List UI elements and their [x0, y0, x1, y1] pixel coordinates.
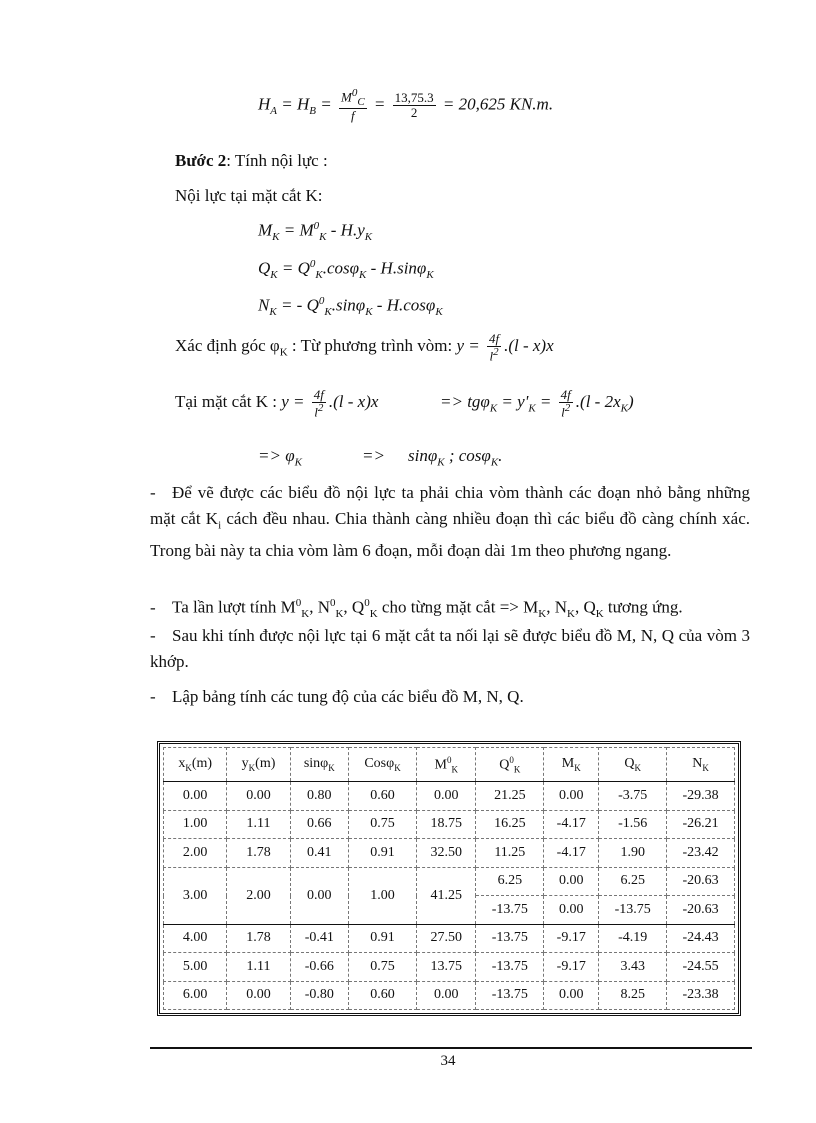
equation-mk: $M_K = M^0_K - H.y_K$: [258, 220, 373, 244]
table-header-cell: sinφ$_K$: [290, 748, 348, 782]
section-intro: Nội lực tại mặt cắt K:: [175, 186, 323, 205]
table-cell: -23.38: [667, 981, 735, 1009]
table-cell: -26.21: [667, 810, 735, 838]
table-cell: 1.78: [227, 924, 290, 952]
table-cell: -0.41: [290, 924, 348, 952]
section-k-line: Tại mặt cắt K : y = $\frac{4f}{l^2}$ .(l - x)x: [175, 387, 379, 419]
table-cell: -13.75: [599, 896, 667, 924]
table-header-cell: $x_K(m)$: [164, 748, 227, 782]
table-cell: 13.75: [417, 953, 476, 981]
table-cell: -13.75: [476, 924, 544, 952]
table-cell: 0.91: [348, 924, 416, 952]
table-cell: -24.43: [667, 924, 735, 952]
table-cell: 0.66: [290, 810, 348, 838]
table-header-cell: Cosφ$_K$: [348, 748, 416, 782]
fraction-4f-l2: $\frac{4f}{l^2}$: [488, 331, 500, 363]
table-cell: 8.25: [599, 981, 667, 1009]
fraction-4f-l2: $\frac{4f}{l^2}$: [313, 387, 324, 419]
table-header-cell: $M^0_K$: [417, 748, 476, 782]
table-cell: 0.60: [348, 782, 416, 810]
table-cell: 0.00: [544, 867, 599, 895]
paragraph-divide-arch: - Để vẽ được các biểu đồ nội lực ta phải chia vòm thành các đoạn nhỏ bằng những mặt cắt $K_i$ cách đều nhau. Chia thành càng nhiều đoạn thì các biểu đồ càng chính xác. Trong bài này ta chia vòm làm 6 đoạn, mỗi đoạn dài 1m theo phương ngang.: [150, 483, 750, 561]
formula-ha-hb: $H_A = H_B$ = $\frac{M^0_C}{f}$ = $\frac{13,75.3}{2}$ = 20,625 KN.m.: [258, 87, 554, 124]
table-cell: 0.00: [417, 981, 476, 1009]
table-header-row: [164, 748, 735, 782]
table-cell: 32.50: [417, 839, 476, 867]
table-cell: 0.75: [348, 810, 416, 838]
table-cell: -29.38: [667, 782, 735, 810]
table-cell: 0.60: [348, 981, 416, 1009]
table-cell: -0.80: [290, 981, 348, 1009]
table-cell: -1.56: [599, 810, 667, 838]
table-cell: 1.00: [164, 810, 227, 838]
table-cell: 0.00: [544, 896, 599, 924]
table-cell: 0.00: [544, 782, 599, 810]
bullet-compute-forces: - Ta lần lượt tính $M^0_K$, $N^0_K$, $Q^0_K$ cho từng mặt cắt => $M_K$, $N_K$, $Q_K$ tương ứng.: [150, 597, 683, 621]
table-header-cell: $M_K$: [544, 748, 599, 782]
table-cell: 0.00: [227, 981, 290, 1009]
table-cell: 0.00: [164, 782, 227, 810]
internal-forces-table: [157, 741, 741, 1016]
table-cell: 6.25: [599, 867, 667, 895]
table-cell: -24.55: [667, 953, 735, 981]
fraction-4f-l2: $\frac{4f}{l^2}$: [560, 387, 571, 419]
table-cell: 4.00: [164, 924, 227, 952]
table-cell: -13.75: [476, 896, 544, 924]
table-cell: 1.11: [227, 953, 290, 981]
table-cell: 27.50: [417, 924, 476, 952]
table-row: [164, 839, 735, 867]
table-cell: 21.25: [476, 782, 544, 810]
angle-line: Xác định góc $\varphi_K$ : Từ phương trình vòm: y = $\frac{4f}{l^2}$ .(l - x)x: [175, 331, 554, 363]
table-cell: -3.75: [599, 782, 667, 810]
table-row: [164, 981, 735, 1009]
table-cell: 1.11: [227, 810, 290, 838]
table-row: [164, 867, 735, 895]
forces-grid: [163, 747, 735, 1010]
result-line-phi: => $\varphi_K$: [258, 446, 302, 469]
page-number: 34: [440, 1053, 456, 1069]
table-cell: 3.43: [599, 953, 667, 981]
table-cell: 0.00: [227, 782, 290, 810]
table-cell: 5.00: [164, 953, 227, 981]
table-cell: 0.80: [290, 782, 348, 810]
table-cell: 3.00: [164, 867, 227, 924]
table-cell: -4.19: [599, 924, 667, 952]
table-cell: 11.25: [476, 839, 544, 867]
table-cell: 6.00: [164, 981, 227, 1009]
fraction-numeric: $\frac{13,75.3}{2}$: [394, 90, 434, 121]
table-cell: -0.66: [290, 953, 348, 981]
table-row: [164, 924, 735, 952]
table-cell: 1.00: [348, 867, 416, 924]
table-cell: -23.42: [667, 839, 735, 867]
table-header-cell: $Q_K$: [599, 748, 667, 782]
table-row: [164, 953, 735, 981]
table-cell: -9.17: [544, 924, 599, 952]
table-cell: -4.17: [544, 810, 599, 838]
fraction-mc-over-f: $\frac{M^0_C}{f}$: [340, 87, 365, 124]
table-cell: 18.75: [417, 810, 476, 838]
table-cell: 0.00: [544, 981, 599, 1009]
table-cell: 2.00: [227, 867, 290, 924]
table-cell: -20.63: [667, 896, 735, 924]
table-cell: -4.17: [544, 839, 599, 867]
table-cell: 1.78: [227, 839, 290, 867]
bullet-connect-diagrams: - Sau khi tính được nội lực tại 6 mặt cắt ta nối lại sẽ được biểu đồ M, N, Q của vòm 3 khớp.: [150, 626, 750, 671]
step-2-heading: Bước 2: Tính nội lực :: [175, 151, 328, 170]
equation-nk: $N_K$ = - $Q^0_K.\sin\varphi_K - H.\cos\varphi_K$: [258, 295, 443, 319]
table-cell: 2.00: [164, 839, 227, 867]
table-cell: -13.75: [476, 981, 544, 1009]
table-cell: 6.25: [476, 867, 544, 895]
table-header-cell: $Q^0_K$: [476, 748, 544, 782]
table-cell: 41.25: [417, 867, 476, 924]
table-cell: 0.41: [290, 839, 348, 867]
table-cell: 0.00: [290, 867, 348, 924]
result-line-sincos: sinφ$_K$ ; cosφ$_K$.: [408, 446, 503, 469]
table-row: [164, 782, 735, 810]
table-row: [164, 810, 735, 838]
table-cell: 16.25: [476, 810, 544, 838]
table-cell: 1.90: [599, 839, 667, 867]
table-cell: 0.75: [348, 953, 416, 981]
bullet-make-table: - Lập bảng tính các tung độ của các biểu đồ M, N, Q.: [150, 687, 524, 706]
result-line-arrow: =>: [362, 446, 385, 465]
equation-qk: $Q_K = Q^0_K.\cos\varphi_K - H.\sin\varphi_K$: [258, 258, 434, 282]
table-cell: 0.91: [348, 839, 416, 867]
table-cell: -20.63: [667, 867, 735, 895]
table-header-cell: $y_K(m)$: [227, 748, 290, 782]
table-cell: -9.17: [544, 953, 599, 981]
derivative-expression: => $tg\varphi_K = y'_K$ = $\frac{4f}{l^2}$ $.(l - 2x_K)$: [440, 387, 634, 419]
table-cell: -13.75: [476, 953, 544, 981]
table-cell: 0.00: [417, 782, 476, 810]
table-header-cell: $N_K$: [667, 748, 735, 782]
footer-rule: [150, 1047, 752, 1049]
